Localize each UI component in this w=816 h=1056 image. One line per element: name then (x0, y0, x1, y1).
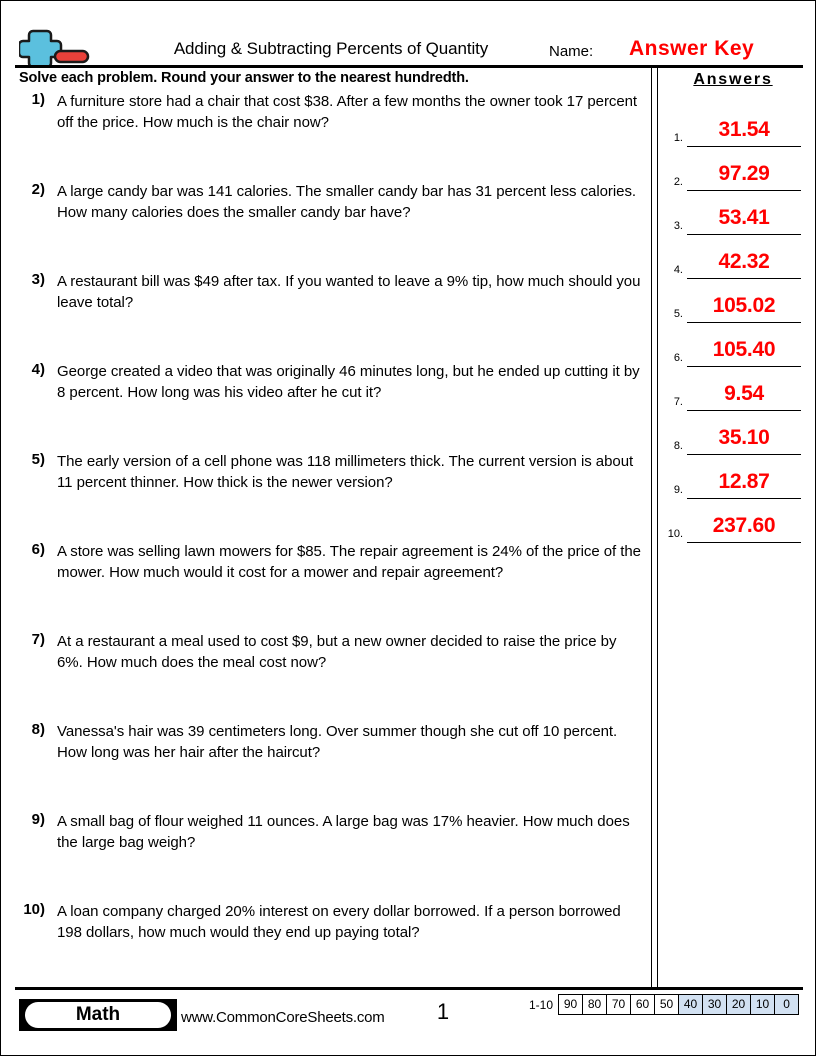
answer-value: 9.54 (724, 382, 764, 405)
problem-number: 7) (31, 631, 45, 648)
subject-badge (19, 999, 177, 1031)
answer-index: 4. (673, 264, 683, 276)
worksheet-header (1, 1, 816, 67)
answer-blank[interactable] (687, 336, 801, 367)
problem-text: A furniture store had a chair that cost $38. After a few months the owner took 17 percent off the price. How much is the chair now? (57, 93, 638, 131)
answer-index: 3. (673, 220, 683, 232)
problems-list (15, 91, 645, 991)
page-number: 1 (436, 999, 450, 1024)
problem-item (15, 721, 645, 811)
problem-number: 8) (31, 721, 45, 738)
answer-blank[interactable] (687, 512, 801, 543)
problem-number: 5) (31, 451, 45, 468)
problem-number: 9) (31, 811, 45, 828)
problem-item (15, 271, 645, 361)
answer-blank[interactable] (687, 380, 801, 411)
answer-index: 10. (667, 528, 683, 540)
score-range-label: 1-10 (529, 997, 554, 1012)
answer-value: 237.60 (712, 514, 776, 537)
answer-blank[interactable] (687, 292, 801, 323)
answer-value: 35.10 (718, 426, 770, 449)
score-cell: 20 (727, 995, 751, 1014)
answer-index: 9. (673, 484, 683, 496)
answer-value: 53.41 (718, 206, 770, 229)
problem-text: A small bag of flour weighed 11 ounces. A large bag was 17% heavier. How much does the large bag weigh? (57, 813, 630, 851)
problem-text: George created a video that was originally 46 minutes long, but he ended up cutting it by 8 percent. How long was his video after he cut it? (57, 363, 640, 401)
problem-text: A store was selling lawn mowers for $85. The repair agreement is 24% of the price of the mower. How much would it cost for a mower and repair agreement? (57, 543, 641, 581)
answer-index: 8. (673, 440, 683, 452)
answers-heading: Answers (693, 71, 773, 88)
problem-item (15, 631, 645, 721)
answers-column (661, 68, 805, 543)
page-title: Adding & Subtracting Percents of Quantity (173, 39, 489, 58)
answer-index: 6. (673, 352, 683, 364)
footer-divider (15, 987, 803, 990)
score-cell: 30 (703, 995, 727, 1014)
answer-row (661, 103, 805, 147)
answer-row (661, 411, 805, 455)
answer-row (661, 191, 805, 235)
problem-text: The early version of a cell phone was 118 millimeters thick. The current version is about 11 percent thinner. How thick is the newer version? (57, 453, 634, 491)
answer-row (661, 147, 805, 191)
column-divider (651, 68, 658, 989)
problem-number: 10) (23, 901, 45, 918)
answer-blank[interactable] (687, 468, 801, 499)
answer-value: 105.02 (712, 294, 776, 317)
answer-row (661, 279, 805, 323)
score-cell: 70 (607, 995, 631, 1014)
problem-number: 6) (31, 541, 45, 558)
problem-number: 4) (31, 361, 45, 378)
answer-row (661, 499, 805, 543)
answer-key-badge: Answer Key (629, 37, 755, 60)
problem-item (15, 181, 645, 271)
score-cell: 60 (631, 995, 655, 1014)
answer-row (661, 455, 805, 499)
score-cell: 90 (559, 995, 583, 1014)
plus-minus-icon (19, 27, 99, 65)
subject-badge-label: Math (25, 1002, 171, 1028)
answer-blank[interactable] (687, 204, 801, 235)
answer-blank[interactable] (687, 116, 801, 147)
answer-value: 31.54 (718, 118, 770, 141)
answer-index: 2. (673, 176, 683, 188)
problem-item (15, 91, 645, 181)
answer-value: 105.40 (712, 338, 776, 361)
answer-index: 1. (673, 132, 683, 144)
score-cells (558, 994, 799, 1015)
answer-row (661, 367, 805, 411)
instructions-text: Solve each problem. Round your answer to the nearest hundredth. (19, 70, 469, 86)
score-scale (529, 994, 799, 1015)
answer-blank[interactable] (687, 248, 801, 279)
score-cell: 0 (775, 995, 798, 1014)
score-cell: 50 (655, 995, 679, 1014)
problem-number: 2) (31, 181, 45, 198)
problem-text: A large candy bar was 141 calories. The smaller candy bar has 31 percent less calories. How many calories does the smaller candy bar have? (57, 183, 637, 221)
problem-number: 3) (31, 271, 45, 288)
score-cell: 80 (583, 995, 607, 1014)
answer-value: 42.32 (718, 250, 770, 273)
answer-blank[interactable] (687, 424, 801, 455)
answer-index: 5. (673, 308, 683, 320)
score-cell: 10 (751, 995, 775, 1014)
problem-item (15, 541, 645, 631)
site-url: www.CommonCoreSheets.com (181, 1009, 385, 1026)
problem-item (15, 901, 645, 991)
answer-blank[interactable] (687, 160, 801, 191)
answer-index: 7. (673, 396, 683, 408)
name-label: Name: (549, 43, 594, 60)
problem-number: 1) (31, 91, 45, 108)
problem-text: A restaurant bill was $49 after tax. If you wanted to leave a 9% tip, how much should you leave total? (57, 273, 641, 311)
score-cell: 40 (679, 995, 703, 1014)
problem-item (15, 361, 645, 451)
answer-value: 97.29 (718, 162, 770, 185)
problem-text: A loan company charged 20% interest on every dollar borrowed. If a person borrowed 198 dollars, how much would they end up paying total? (57, 903, 621, 941)
answer-value: 12.87 (718, 470, 770, 493)
problem-text: At a restaurant a meal used to cost $9, but a new owner decided to raise the price by 6%. How much does the meal cost now? (57, 633, 617, 671)
answers-list (661, 103, 805, 543)
problem-text: Vanessa's hair was 39 centimeters long. Over summer though she cut off 10 percent. How long was her hair after the haircut? (57, 723, 618, 761)
answer-row (661, 323, 805, 367)
problem-item (15, 811, 645, 901)
problem-item (15, 451, 645, 541)
answer-row (661, 235, 805, 279)
